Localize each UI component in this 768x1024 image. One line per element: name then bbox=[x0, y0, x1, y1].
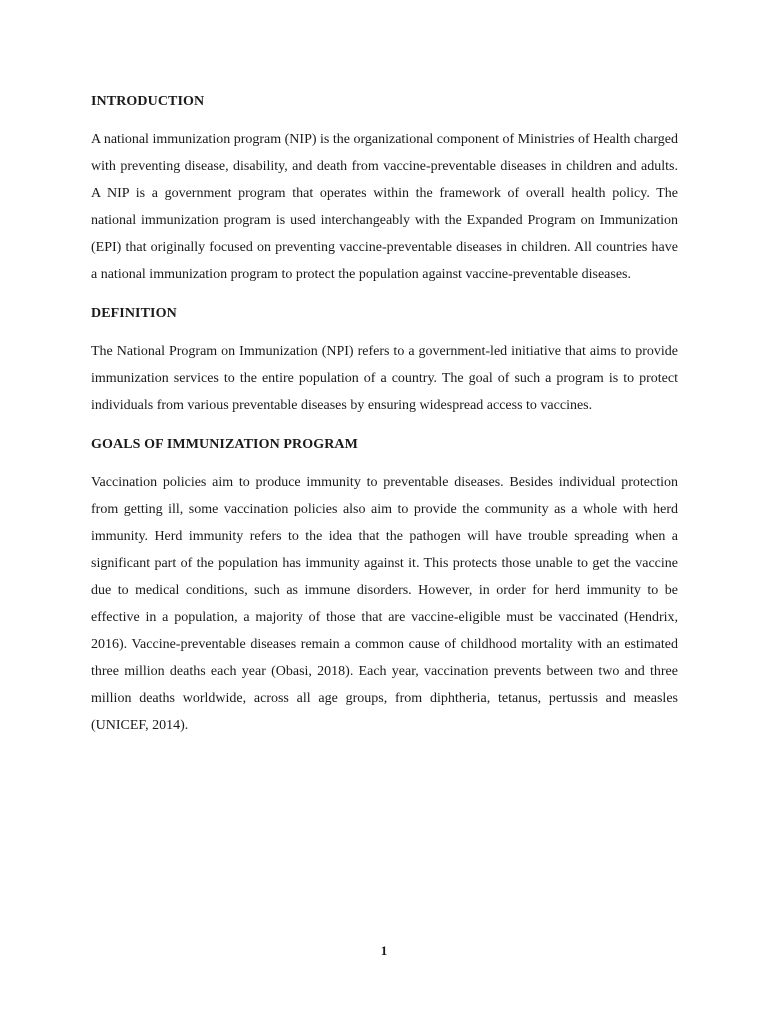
paragraph-definition: The National Program on Immunization (NPI) refers to a government-led initiative that aims to provide immunization services to the entire population of a country. The goal of such a program is to protect individuals from various preventable diseases by ensuring widespread access to vaccines. bbox=[91, 344, 678, 413]
document-content bbox=[91, 92, 678, 755]
heading-goals: GOALS OF IMMUNIZATION PROGRAM bbox=[91, 437, 358, 452]
paragraph-introduction: A national immunization program (NIP) is the organizational component of Ministries of Health charged with preventing disease, disability, and death from vaccine-preventable diseases in children and adults. A NIP is a government program that operates within the framework of overall health policy. The national immunization program is used interchangeably with the Expanded Program on Immunization (EPI) that originally focused on preventing vaccine-preventable diseases in children. All countries have a national immunization program to protect the population against vaccine-preventable diseases. bbox=[91, 132, 678, 282]
heading-introduction: INTRODUCTION bbox=[91, 94, 205, 109]
page-number: 1 bbox=[380, 943, 388, 958]
heading-definition: DEFINITION bbox=[91, 306, 177, 321]
paragraph-goals: Vaccination policies aim to produce immunity to preventable diseases. Besides individual protection from getting ill, some vaccination policies also aim to provide the community as a whole with herd immunity. Herd immunity refers to the idea that the pathogen will have trouble spreading when a significant part of the population has immunity against it. This protects those unable to get the vaccine due to medical conditions, such as immune disorders. However, in order for herd immunity to be effective in a population, a majority of those that are vaccine-eligible must be vaccinated (Hendrix, 2016). Vaccine-preventable diseases remain a common cause of childhood mortality with an estimated three million deaths each year (Obasi, 2018). Each year, vaccination prevents between two and three million deaths worldwide, across all age groups, from diphtheria, tetanus, pertussis and measles (UNICEF, 2014). bbox=[91, 475, 678, 733]
